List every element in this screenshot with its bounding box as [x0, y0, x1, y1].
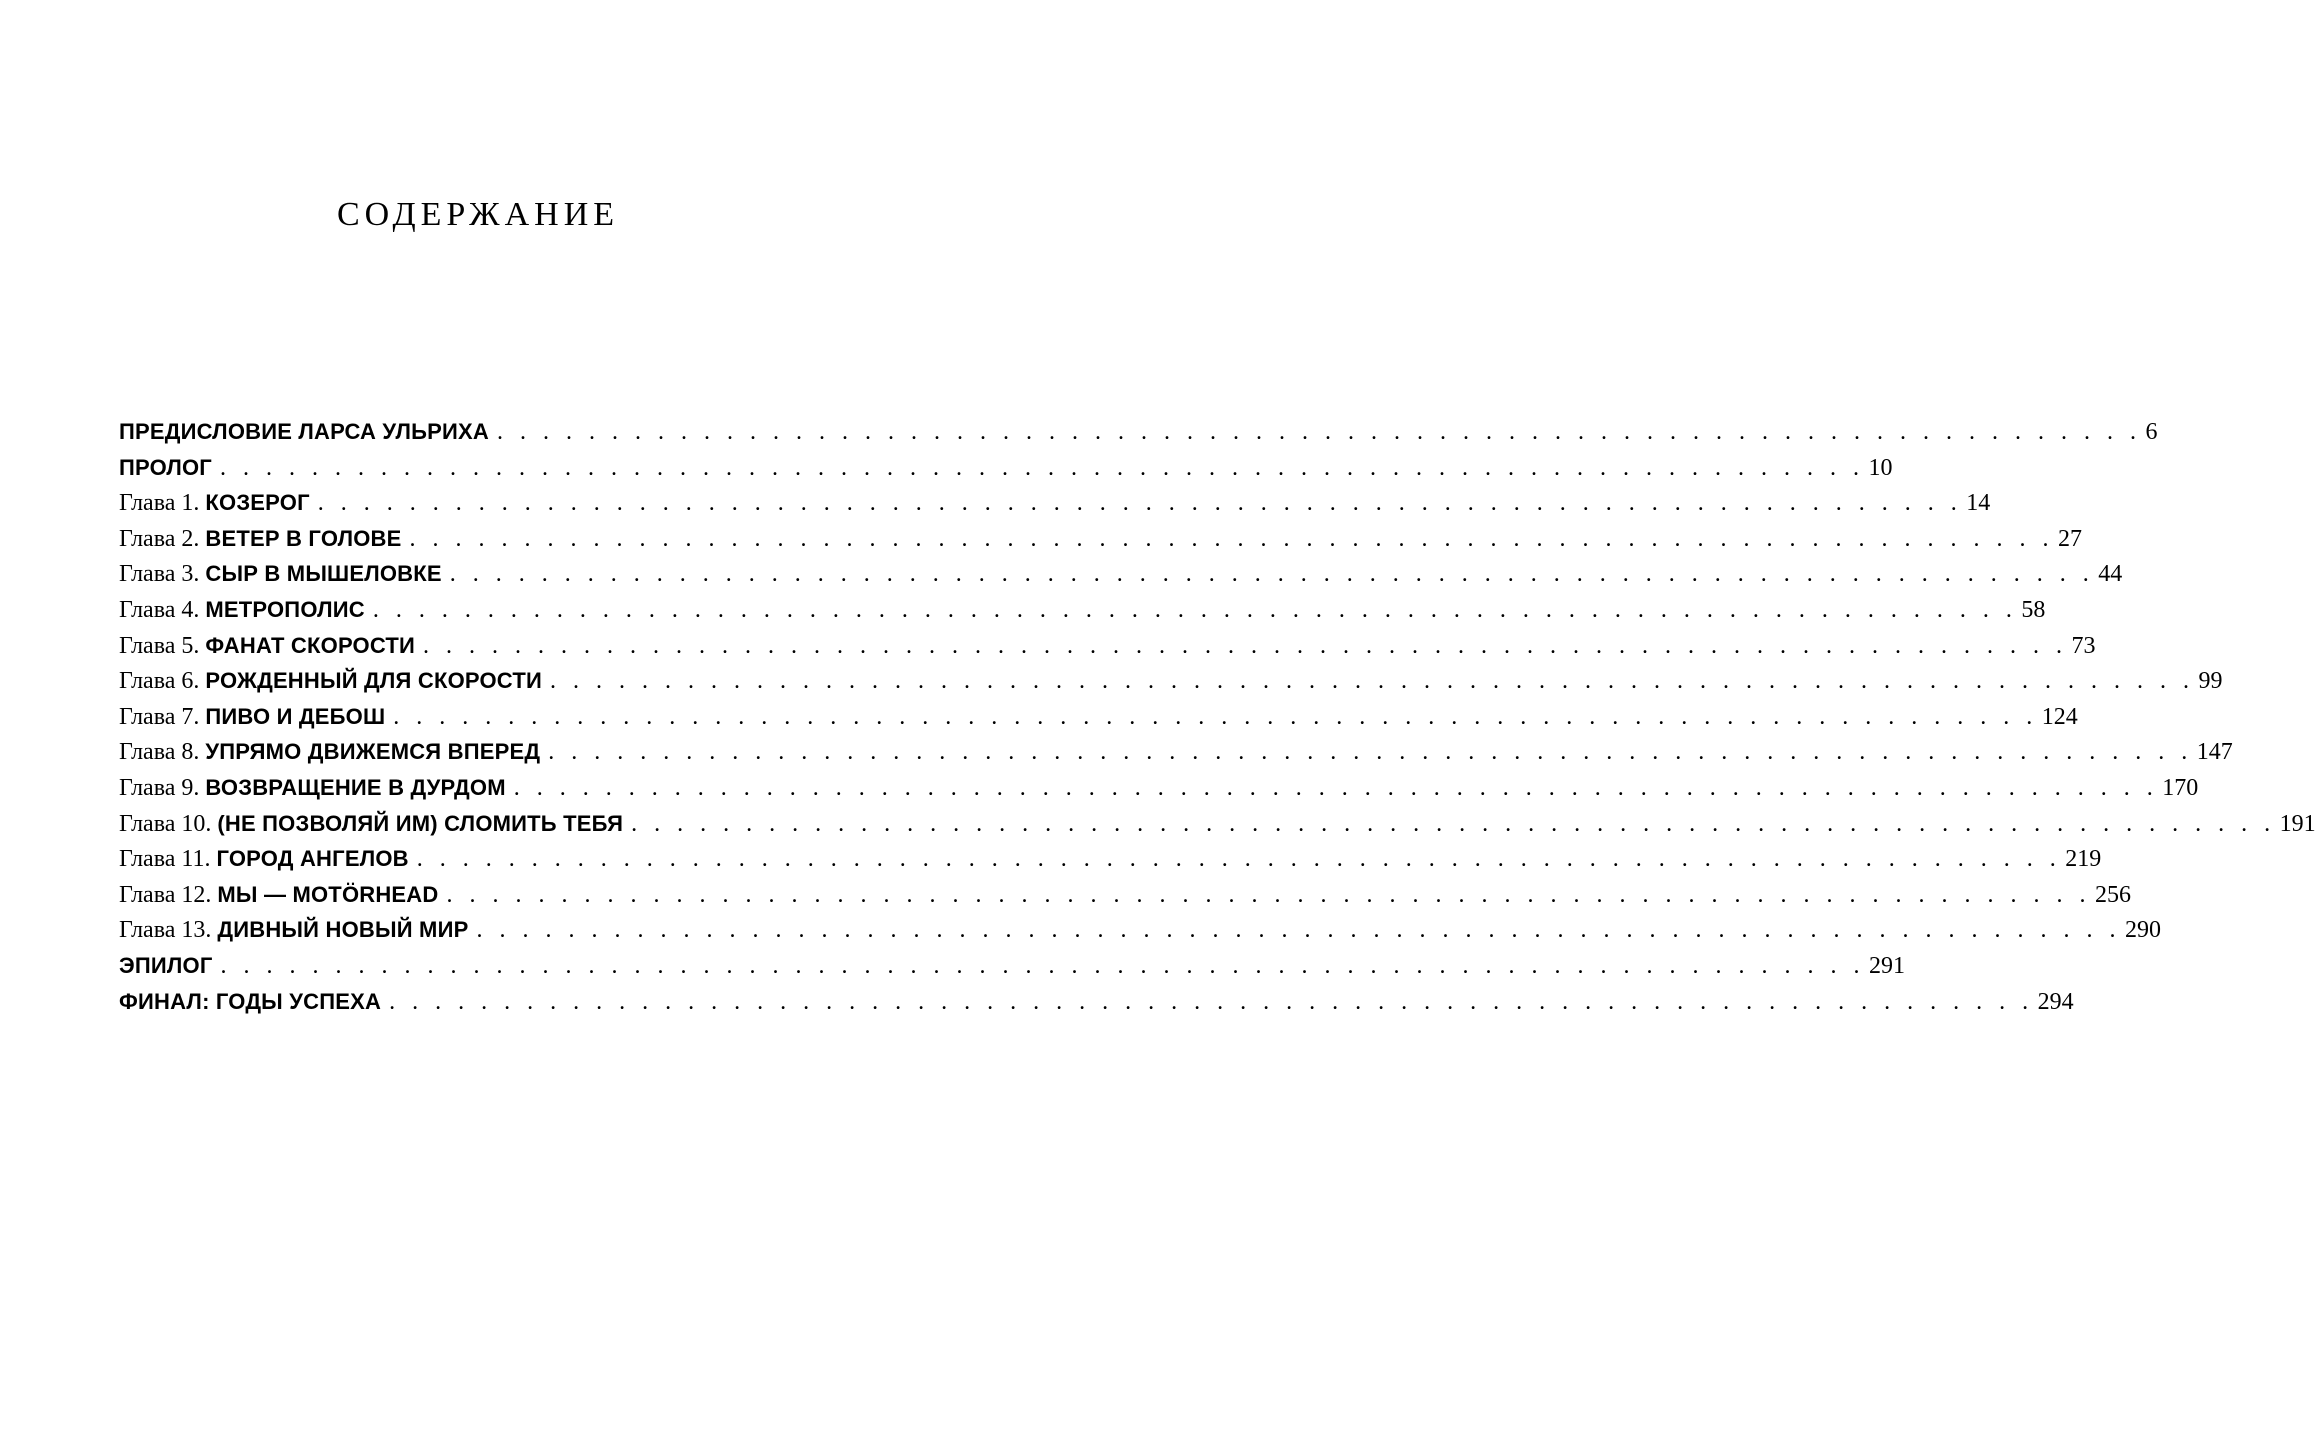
- toc-entry-chapter-label: Глава 10.: [119, 810, 212, 837]
- toc-entry-dot-leader: . . . . . . . . . . . . . . . . . . . . . . . . . . . . . . . . . . . . . . . . . . . . . . . . . . . . . . . . . . . . . . . . . . . . . . . .: [476, 917, 2121, 944]
- toc-entry-dot-leader: . . . . . . . . . . . . . . . . . . . . . . . . . . . . . . . . . . . . . . . . . . . . . . . . . . . . . . . . . . . . . . . . . . . . . . . .: [449, 561, 2095, 588]
- toc-entry-title: ГОРОД АНГЕЛОВ: [216, 846, 409, 872]
- toc-entry-title: ЭПИЛОГ: [119, 952, 213, 978]
- toc-entry-page-number: 170: [2162, 774, 2199, 801]
- toc-entry-page-number: 256: [2094, 881, 2131, 908]
- toc-entry-page-number: 44: [2098, 561, 2123, 588]
- toc-entry: [119, 521, 2082, 557]
- toc-entry: [119, 485, 1991, 521]
- toc-entry-chapter-label: Глава 4.: [119, 596, 200, 623]
- toc-entry-dot-leader: . . . . . . . . . . . . . . . . . . . . . . . . . . . . . . . . . . . . . . . . . . . . . . . . . . . . . . . . . . . . . . . . . . . . . . . .: [423, 632, 2068, 659]
- toc-entry-page-number: 14: [1966, 490, 1991, 517]
- toc-entry-page-number: 10: [1868, 454, 1893, 481]
- toc-entry-dot-leader: . . . . . . . . . . . . . . . . . . . . . . . . . . . . . . . . . . . . . . . . . . . . . . . . . . . . . . . . . . . . . . . . . . . . . . . .: [631, 810, 2276, 837]
- toc-entry-title: ПРЕДИСЛОВИЕ ЛАРСА УЛЬРИХА: [119, 419, 489, 444]
- toc-entry-page-number: 99: [2198, 668, 2223, 695]
- toc-entry-title: РОЖДЕННЫЙ ДЛЯ СКОРОСТИ: [205, 668, 542, 694]
- toc-entry: [119, 806, 2316, 842]
- toc-entry-chapter-label: Глава 11.: [119, 846, 211, 873]
- toc-entry-dot-leader: . . . . . . . . . . . . . . . . . . . . . . . . . . . . . . . . . . . . . . . . . . . . . . . . . . . . . . . . . . . . . . . . . . . . . . . .: [409, 525, 2054, 552]
- toc-entry-chapter-label: Глава 13.: [119, 917, 212, 944]
- toc-entry: [119, 841, 2102, 877]
- toc-entry: [119, 628, 2096, 664]
- toc-entry: [119, 414, 2158, 450]
- toc-entry-title: ВЕТЕР В ГОЛОВЕ: [205, 525, 402, 551]
- toc-entry-title: ПИВО И ДЕБОШ: [205, 703, 386, 729]
- toc-entry-dot-leader: . . . . . . . . . . . . . . . . . . . . . . . . . . . . . . . . . . . . . . . . . . . . . . . . . . . . . . . . . . . . . . . . . . . . . . . .: [220, 952, 1865, 979]
- toc-entry-title: УПРЯМО ДВИЖЕМСЯ ВПЕРЕД: [205, 739, 541, 765]
- toc-entry-page-number: 219: [2065, 846, 2102, 873]
- page-title: СОДЕРЖАНИЕ: [336, 196, 620, 233]
- toc-entry-title: (НЕ ПОЗВОЛЯЙ ИМ) СЛОМИТЬ ТЕБЯ: [217, 810, 624, 836]
- toc-entry-chapter-label: Глава 6.: [119, 668, 200, 695]
- toc-entry-title: СЫР В МЫШЕЛОВКЕ: [205, 561, 442, 587]
- table-of-contents: [119, 414, 2316, 1019]
- toc-entry-chapter-label: Глава 9.: [119, 774, 200, 801]
- toc-entry-dot-leader: . . . . . . . . . . . . . . . . . . . . . . . . . . . . . . . . . . . . . . . . . . . . . . . . . . . . . . . . . . . . . . . . . . . . . . . .: [317, 490, 1963, 517]
- toc-entry-title: ПРОЛОГ: [119, 454, 212, 480]
- toc-entry-dot-leader: . . . . . . . . . . . . . . . . . . . . . . . . . . . . . . . . . . . . . . . . . . . . . . . . . . . . . . . . . . . . . . . . . . . . . . . .: [548, 739, 2193, 766]
- toc-entry-dot-leader: . . . . . . . . . . . . . . . . . . . . . . . . . . . . . . . . . . . . . . . . . . . . . . . . . . . . . . . . . . . . . . . . . . . . . . . .: [416, 846, 2062, 873]
- toc-entry-page-number: 124: [2041, 703, 2078, 730]
- toc-entry: [119, 556, 2123, 592]
- toc-entry-page-number: 294: [2037, 988, 2074, 1015]
- toc-entry-chapter-label: Глава 5.: [119, 632, 200, 659]
- toc-entry-chapter-label: Глава 1.: [119, 490, 200, 517]
- toc-entry-dot-leader: . . . . . . . . . . . . . . . . . . . . . . . . . . . . . . . . . . . . . . . . . . . . . . . . . . . . . . . . . . . . . . . . . . . . . . . .: [550, 668, 2195, 695]
- toc-entry: [119, 948, 1905, 984]
- toc-entry-dot-leader: . . . . . . . . . . . . . . . . . . . . . . . . . . . . . . . . . . . . . . . . . . . . . . . . . . . . . . . . . . . . . . . . . . . . . . . .: [372, 596, 2018, 623]
- toc-entry-chapter-label: Глава 7.: [119, 703, 200, 730]
- toc-entry: [119, 770, 2199, 806]
- toc-entry-chapter-label: Глава 3.: [119, 561, 200, 588]
- toc-entry-dot-leader: . . . . . . . . . . . . . . . . . . . . . . . . . . . . . . . . . . . . . . . . . . . . . . . . . . . . . . . . . . . . . . . . . . . . . . . .: [496, 419, 2142, 445]
- toc-entry: [119, 877, 2131, 913]
- toc-entry-page-number: 6: [2145, 419, 2158, 445]
- toc-entry-page-number: 147: [2196, 739, 2233, 766]
- toc-entry-dot-leader: . . . . . . . . . . . . . . . . . . . . . . . . . . . . . . . . . . . . . . . . . . . . . . . . . . . . . . . . . . . . . . . . . . . . . . . .: [446, 881, 2091, 908]
- toc-entry-page-number: 27: [2058, 525, 2082, 552]
- toc-entry-title: ФИНАЛ: ГОДЫ УСПЕХА: [119, 988, 382, 1014]
- toc-entry-page-number: 58: [2021, 596, 2046, 623]
- toc-entry: [119, 984, 2074, 1020]
- toc-entry-dot-leader: . . . . . . . . . . . . . . . . . . . . . . . . . . . . . . . . . . . . . . . . . . . . . . . . . . . . . . . . . . . . . . . . . . . . . . . .: [389, 988, 2034, 1015]
- toc-entry-title: ДИВНЫЙ НОВЫЙ МИР: [217, 917, 469, 943]
- toc-entry-page-number: 290: [2124, 917, 2161, 944]
- toc-entry-title: ВОЗВРАЩЕНИЕ В ДУРДОМ: [205, 774, 506, 800]
- toc-entry-page-number: 291: [1869, 952, 1905, 979]
- toc-entry-page-number: 73: [2071, 632, 2096, 659]
- toc-entry-chapter-label: Глава 12.: [119, 881, 212, 908]
- toc-entry: [119, 912, 2161, 948]
- toc-entry: [119, 592, 2046, 628]
- toc-entry: [119, 734, 2233, 770]
- toc-entry-chapter-label: Глава 2.: [119, 525, 200, 552]
- toc-entry-dot-leader: . . . . . . . . . . . . . . . . . . . . . . . . . . . . . . . . . . . . . . . . . . . . . . . . . . . . . . . . . . . . . . . . . . . . . . . .: [513, 774, 2159, 801]
- toc-entry-title: ФАНАТ СКОРОСТИ: [205, 632, 416, 658]
- toc-entry-dot-leader: . . . . . . . . . . . . . . . . . . . . . . . . . . . . . . . . . . . . . . . . . . . . . . . . . . . . . . . . . . . . . . . . . . . . . . . .: [219, 454, 1865, 481]
- toc-entry-title: МЕТРОПОЛИС: [205, 596, 365, 622]
- toc-entry: [119, 450, 1893, 486]
- toc-entry: [119, 699, 2078, 735]
- toc-entry-dot-leader: . . . . . . . . . . . . . . . . . . . . . . . . . . . . . . . . . . . . . . . . . . . . . . . . . . . . . . . . . . . . . . . . . . . . . . . .: [393, 703, 2038, 730]
- toc-entry-page-number: 191: [2279, 810, 2316, 837]
- toc-entry-chapter-label: Глава 8.: [119, 739, 200, 766]
- toc-entry-title: МЫ — MOTÖRHEAD: [217, 881, 439, 907]
- toc-entry: [119, 663, 2223, 699]
- toc-entry-title: КОЗЕРОГ: [205, 490, 310, 516]
